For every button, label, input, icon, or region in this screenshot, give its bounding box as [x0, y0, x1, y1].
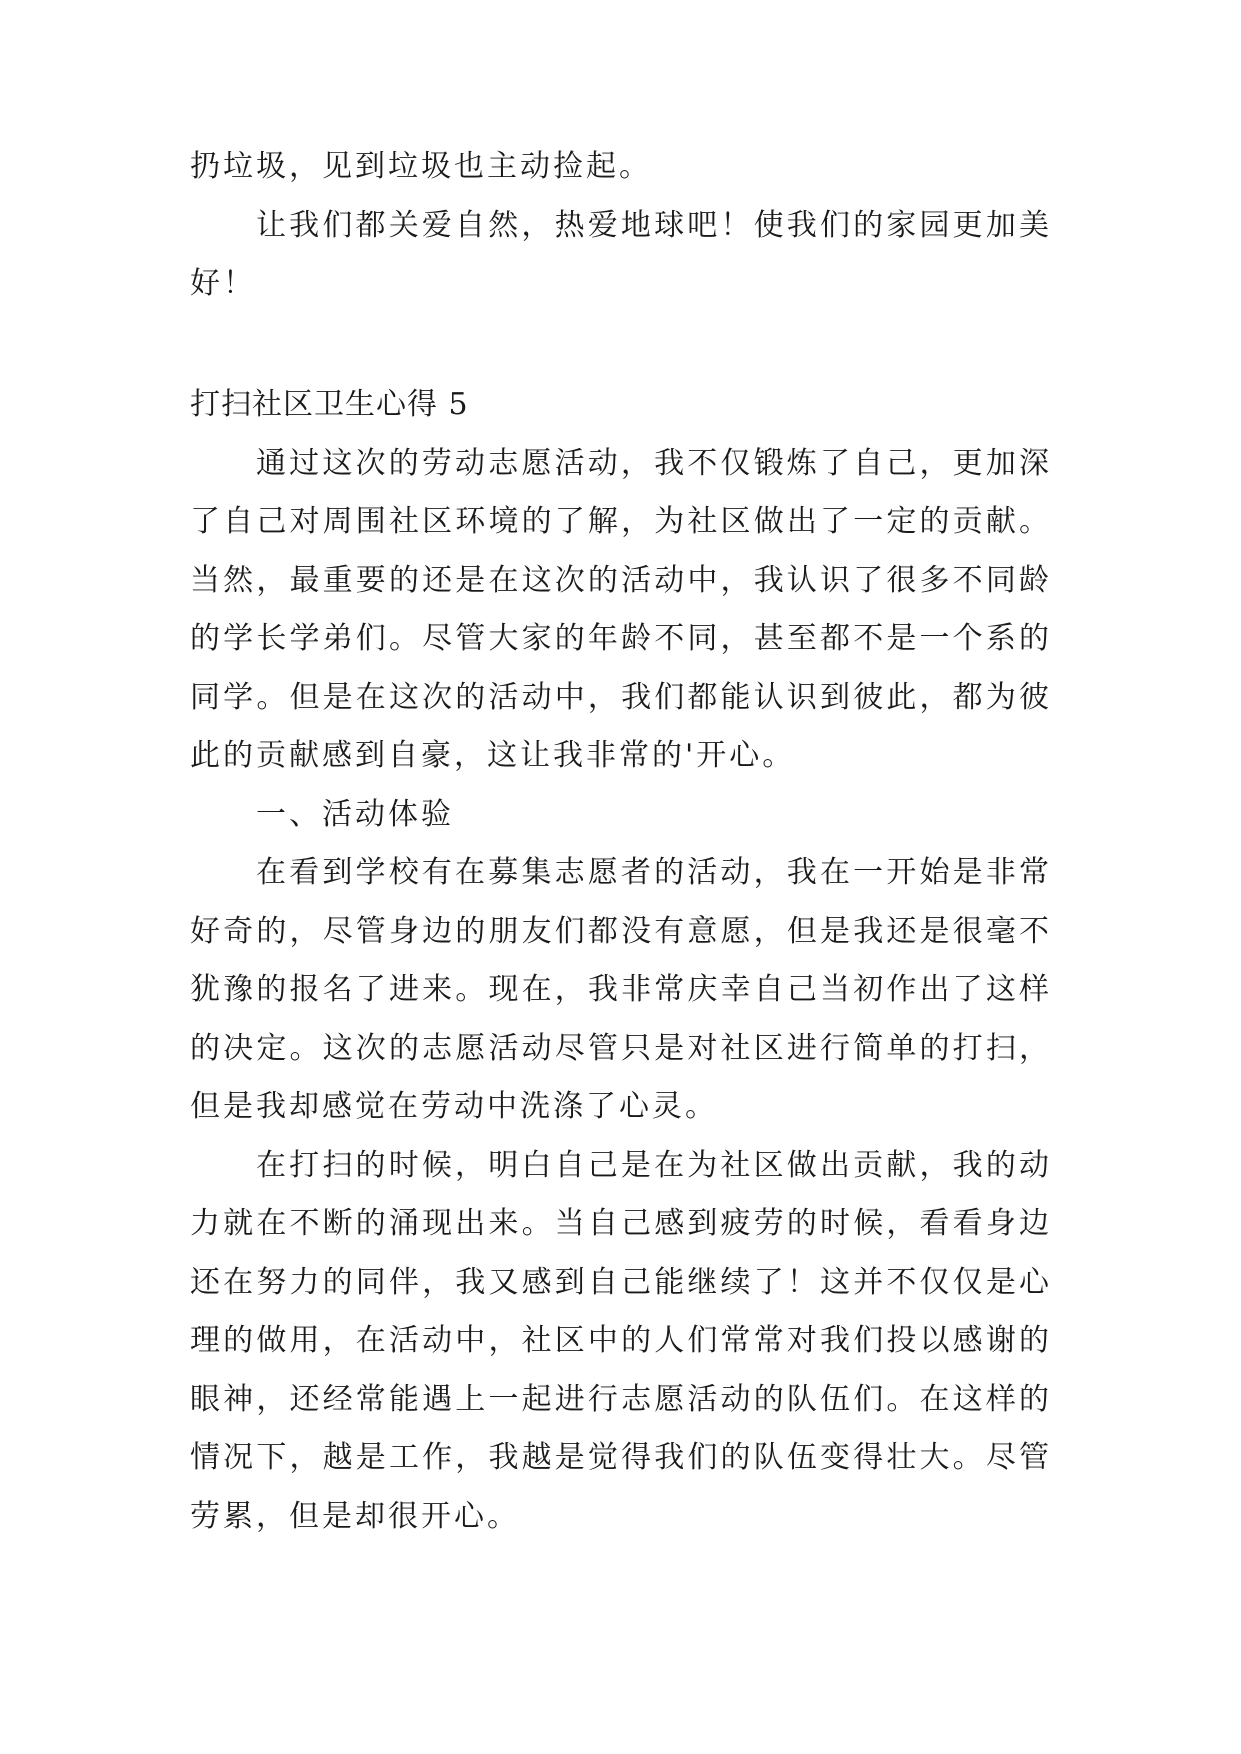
continued-paragraph: 扔垃圾，见到垃圾也主动捡起。	[190, 149, 652, 184]
body-paragraph: 在看到学校有在募集志愿者的活动，我在一开始是非常好奇的，尽管身边的朋友们都没有意愿，但是我还是很毫不犹豫的报名了进来。现在，我非常庆幸自己当初作出了这样的决定。这次的志愿活动尽管只是对社区进行简单的打扫，但是我却感觉在劳动中洗涤了心灵。	[190, 855, 1052, 1124]
section-title: 打扫社区卫生心得 5	[190, 387, 469, 422]
body-paragraph: 通过这次的劳动志愿活动，我不仅锻炼了自己，更加深了自己对周围社区环境的了解，为社区做出了一定的贡献。当然，最重要的还是在这次的活动中，我认识了很多不同龄的学长学弟们。尽管大家的年龄不同，甚至都不是一个系的同学。但是在这次的活动中，我们都能认识到彼此，都为彼此的贡献感到自豪，这让我非常的'开心。	[190, 445, 1052, 773]
closing-paragraph: 让我们都关爱自然，热爱地球吧！使我们的家园更加美好！	[190, 207, 1052, 301]
body-paragraph: 在打扫的时候，明白自己是在为社区做出贡献，我的动力就在不断的涌现出来。当自己感到疲劳的时候，看看身边还在努力的同伴，我又感到自己能继续了！这并不仅仅是心理的做用，在活动中，社区中的人们常常对我们投以感谢的眼神，还经常能遇上一起进行志愿活动的队伍们。在这样的情况下，越是工作，我越是觉得我们的队伍变得壮大。尽管劳累，但是却很开心。	[190, 1147, 1052, 1534]
subheading-activity-experience: 一、活动体验	[256, 796, 454, 832]
text-block-section	[190, 376, 1052, 1546]
text-block-top	[190, 138, 1052, 314]
